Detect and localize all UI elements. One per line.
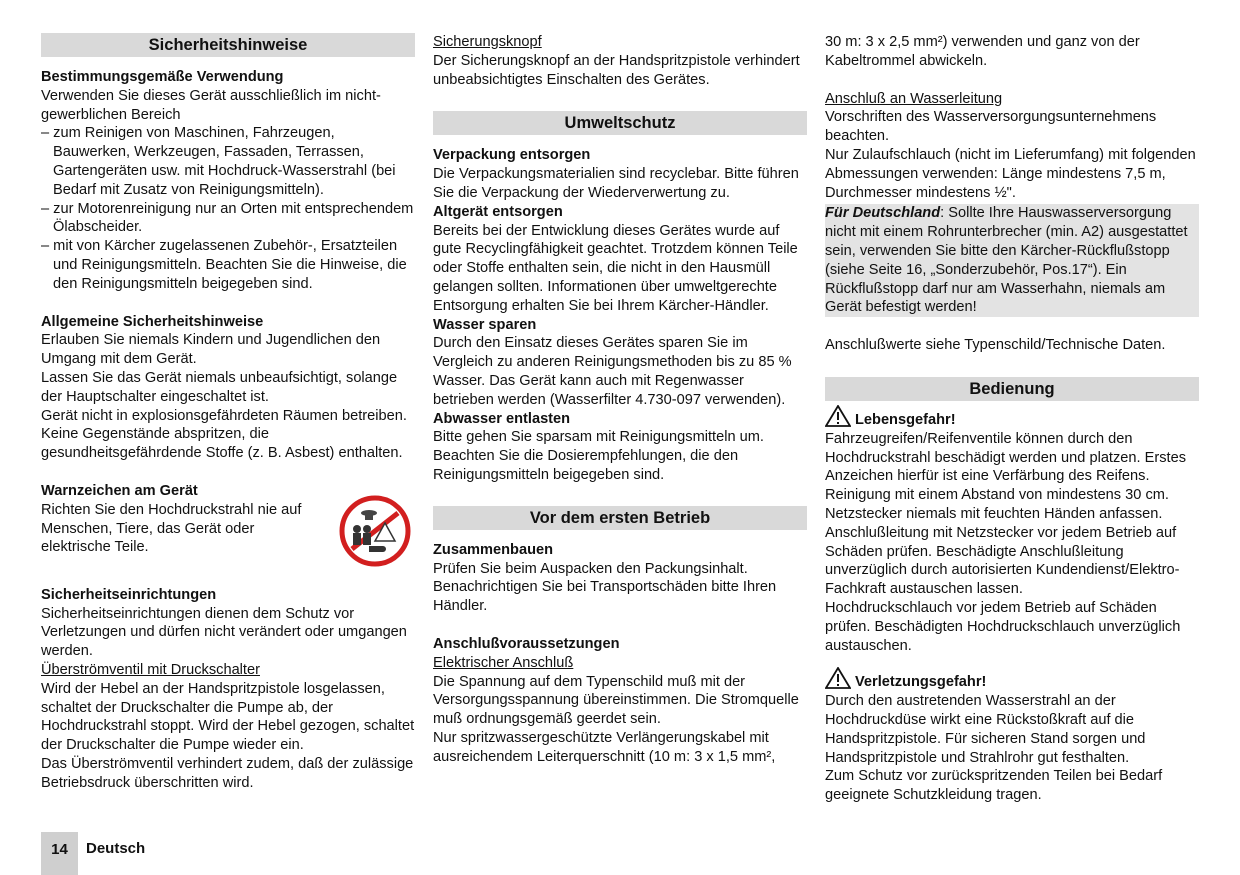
- paragraph: Das Überströmventil verhindert zudem, daß der zulässige Betriebsdruck überschritten wird.: [41, 755, 414, 791]
- heading-abwasser: Abwasser entlasten: [433, 410, 571, 427]
- paragraph-warnzeichen: Richten Sie den Hochdruckstrahl nie auf Menschen, Tiere, das Gerät oder elektrische Teile.: [41, 501, 302, 556]
- heading-verpackung: Verpackung entsorgen: [433, 147, 591, 164]
- column-right: [825, 33, 1199, 805]
- paragraph: Fahrzeugreifen/Reifenventile können durch den Hochdruckstrahl beschädigt werden und platzen. Erstes Anzeichen hierfür ist eine Verfärbung des Reifens. Reinigung mit einem Abstand von mindestens 30 cm.: [825, 430, 1186, 504]
- heading-verletzungsgefahr-label: Verletzungsgefahr!: [855, 674, 987, 691]
- no-spray-warning-sign-icon: [339, 495, 411, 567]
- paragraph: Lassen Sie das Gerät niemals unbeaufsichtigt, solange der Hauptschalter eingeschaltet ist.: [41, 369, 398, 405]
- paragraph: Durch den austretenden Wasserstrahl an der Hochdruckdüse wirkt eine Rückstoßkraft auf die Handspritzpistole. Für sicheren Stand sorgen und Handspritzpistole und Strahlrohr gut festhalten.: [825, 693, 1146, 766]
- section-title-sicherheitshinweise: Sicherheitshinweise: [41, 33, 415, 57]
- page-number: 14: [41, 832, 78, 875]
- paragraph-altgeraet: Bereits bei der Entwicklung dieses Gerätes wurde auf gute Recyclingfähigkeit geachtet. Trotzdem können Teile oder Stoffe enthalten sein, die nicht in den Hausmüll gelangen sollten. Informationen über umweltgerechte Entsorgung erhalten Sie bei Ihrem Kärcher-Händler.: [433, 222, 798, 314]
- paragraph-kabel: 30 m: 3 x 2,5 mm²) verwenden und ganz von der Kabeltrommel abwickeln.: [825, 34, 1140, 69]
- paragraph-abwasser: Bitte gehen Sie sparsam mit Reinigungsmitteln um. Beachten Sie die Dosierempfehlungen, die den Reinigungsmitteln beigegeben sind.: [433, 429, 764, 483]
- paragraph: Nur spritzwassergeschützte Verlängerungskabel mit ausreichendem Leiterquerschnitt (10 m: 3 x 1,5 mm²,: [433, 729, 776, 765]
- note-deutschland: [825, 204, 1199, 317]
- paragraph-verwendung: Verwenden Sie dieses Gerät ausschließlich im nicht-gewerblichen Bereich: [41, 87, 381, 123]
- paragraph: Vorschriften des Wasserversorgungsunternehmens beachten.: [825, 109, 1157, 145]
- subheading-ventil: Überströmventil mit Druckschalter: [41, 661, 260, 678]
- subheading-elektrisch: Elektrischer Anschluß: [433, 654, 574, 671]
- paragraph-sicherungsknopf: Der Sicherungsknopf an der Handspritzpistole verhindert unbeabsichtigtes Einschalten des Gerätes.: [433, 52, 800, 88]
- paragraph: Gerät nicht in explosionsgefährdeten Räumen betreiben.: [41, 407, 407, 424]
- paragraph-verpackung: Die Verpackungsmaterialien sind recyclebar. Bitte führen Sie die Verpackung der Wiederverwertung zu.: [433, 166, 799, 201]
- section-title-bedienung: Bedienung: [825, 377, 1199, 401]
- warning-triangle-icon: [825, 667, 851, 689]
- list-item: – mit von Kärcher zugelassenen Zubehör-, Ersatzteilen und Reinigungsmitteln. Beachten Sie die Hinweise, die den Reinigungsmitteln beigegeben sind.: [41, 238, 407, 292]
- paragraph: Nur Zulaufschlauch (nicht im Lieferumfang) mit folgenden Abmessungen verwenden: Länge mindestens 7,5 m, Durchmesser mindestens ½".: [825, 146, 1196, 201]
- note-text: : Sollte Ihre Hauswasserversorgung nicht mit einem Rohrunterbrecher (min. A2) ausgestattet sein, verwenden Sie bitte den Kärcher-Rückflußstopp (siehe Seite 16, „Sonderzubehör, Pos.17“). Ein Rückflußstopp darf nur am Wasserhahn, niemals am Gerät befestigt werden!: [825, 205, 1188, 316]
- paragraph-einrichtungen: Sicherheitseinrichtungen dienen dem Schutz vor Verletzungen und dürfen nicht verändert oder umgangen werden.: [41, 605, 407, 660]
- footer-language: Deutsch: [86, 840, 146, 857]
- paragraph: Netzstecker niemals mit feuchten Händen anfassen.: [825, 505, 1163, 522]
- heading-zusammenbauen: Zusammenbauen: [433, 541, 554, 558]
- paragraph: Hochdruckschlauch vor jedem Betrieb auf Schäden prüfen. Beschädigten Hochdruckschlauch unverzüglich austauschen.: [825, 599, 1181, 654]
- column-middle: [433, 33, 807, 767]
- heading-warnzeichen: Warnzeichen am Gerät: [41, 482, 198, 499]
- heading-verwendung: Bestimmungsgemäße Verwendung: [41, 69, 284, 85]
- heading-wasser: Wasser sparen: [433, 316, 537, 333]
- section-title-betrieb: Vor dem ersten Betrieb: [433, 506, 807, 530]
- warning-triangle-icon: [825, 405, 851, 427]
- subheading-wasserleitung: Anschluß an Wasserleitung: [825, 90, 1003, 107]
- paragraph: Die Spannung auf dem Typenschild muß mit der Versorgungsspannung übereinstimmen. Die Stromquelle muß ordnungsgemäß geerdet sein.: [433, 673, 799, 728]
- heading-lebensgefahr: [825, 405, 1199, 430]
- heading-einrichtungen: Sicherheitseinrichtungen: [41, 586, 217, 603]
- subheading-sicherungsknopf: Sicherungsknopf: [433, 34, 542, 50]
- list-item: – zur Motorenreinigung nur an Orten mit entsprechendem Ölabscheider.: [41, 200, 414, 236]
- paragraph: Erlauben Sie niemals Kindern und Jugendlichen den Umgang mit dem Gerät.: [41, 332, 381, 368]
- heading-lebensgefahr-label: Lebensgefahr!: [855, 411, 956, 428]
- list-item: – zum Reinigen von Maschinen, Fahrzeugen, Bauwerken, Werkzeugen, Fassaden, Terrassen, Gartengeräten usw. mit Hochdruck-Wasserstrahl (bei Bedarf mit Zusatz von Reinigungsmitteln).: [41, 125, 396, 198]
- paragraph: Anschlußleitung mit Netzstecker vor jedem Betrieb auf Schäden prüfen. Beschädigte Anschlußleitung unverzüglich durch autorisierten Kundendienst/Elektro-Fachkraft austauschen lassen.: [825, 524, 1180, 598]
- heading-altgeraet: Altgerät entsorgen: [433, 203, 563, 220]
- paragraph-wasser: Durch den Einsatz dieses Gerätes sparen Sie im Vergleich zu anderen Reinigungsmethoden bis zu 85 % Wasser. Das Gerät kann auch mit Regenwasser betrieben werden (Wasserfilter 4.730-097 verwenden).: [433, 335, 792, 408]
- paragraph: Zum Schutz vor zurückspritzenden Teilen bei Bedarf geeignete Schutzkleidung tragen.: [825, 768, 1163, 804]
- column-left: [41, 33, 415, 793]
- section-title-umweltschutz: Umweltschutz: [433, 111, 807, 135]
- heading-anschluss: Anschlußvoraussetzungen: [433, 635, 620, 652]
- paragraph-anschlusswerte: Anschlußwerte siehe Typenschild/Technische Daten.: [825, 337, 1166, 354]
- paragraph: Keine Gegenstände abspritzen, die gesundheitsgefährdende Stoffe (z. B. Asbest) enthalten.: [41, 426, 403, 462]
- heading-allgemein: Allgemeine Sicherheitshinweise: [41, 313, 264, 330]
- heading-verletzungsgefahr: [825, 667, 1199, 692]
- warnzeichen-block: [41, 501, 415, 567]
- note-label: Für Deutschland: [825, 205, 941, 222]
- paragraph: Wird der Hebel an der Handspritzpistole losgelassen, schaltet der Druckschalter die Pumpe ab, der Hochdruckstrahl stoppt. Wird der Hebel gezogen, schaltet der Druckschalter die Pumpe wieder ein.: [41, 680, 415, 754]
- paragraph-zusammenbauen: Prüfen Sie beim Auspacken den Packungsinhalt. Benachrichtigen Sie bei Transportschäden bitte Ihren Händler.: [433, 560, 777, 615]
